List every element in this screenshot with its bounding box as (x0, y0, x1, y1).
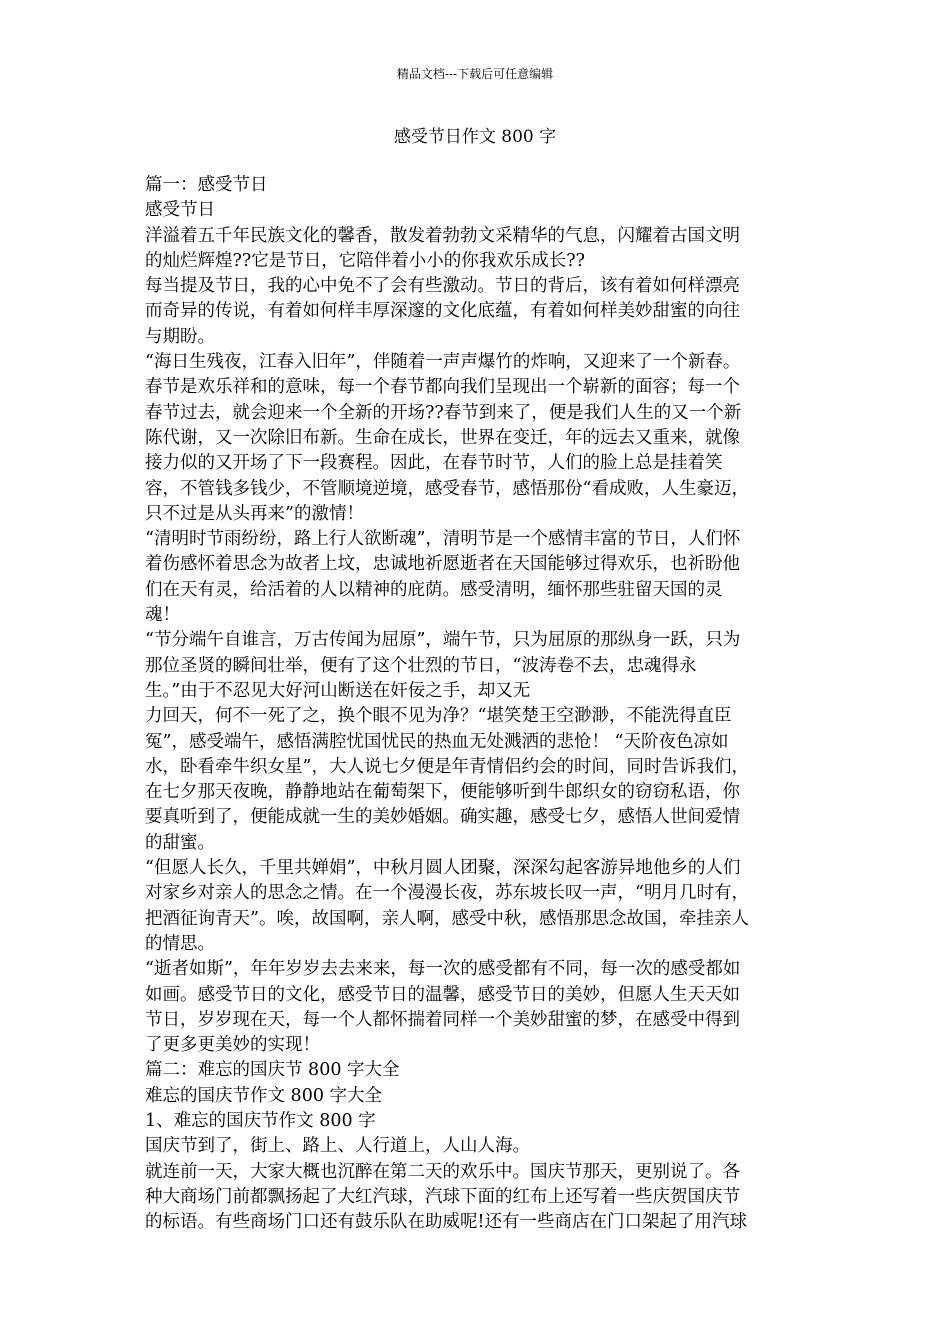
text-line: “但愿人长久，千里共婵娟”，中秋月圆人团聚，深深勾起客游异地他乡的人们 (145, 858, 741, 879)
document-body (145, 173, 805, 1235)
text-line: “逝者如斯”，年年岁岁去去来来，每一次的感受都有不同，每一次的感受都如 (145, 959, 741, 980)
text-line: 魂！ (145, 605, 180, 626)
text-line: “节分端午自谁言，万古传闻为屈原”，端午节，只为屈原的那纵身一跃，只为 (145, 630, 741, 651)
text-line: 接力似的又开场了下一段赛程。因此，在春节时节，人们的脸上总是挂着笑 (145, 453, 723, 474)
text-line: “海日生残夜，江春入旧年”，伴随着一声声爆竹的炸响，又迎来了一个新春。 (145, 352, 741, 373)
text-line: 陈代谢，又一次除旧布新。生命在成长，世界在变迁，年的远去又重来，就像 (145, 427, 740, 448)
text-line: 国庆节到了，街上、路上、人行道上，人山人海。 (145, 1136, 530, 1157)
text-line: 的情思。 (145, 933, 215, 954)
text-line: 就连前一天，大家大概也沉醉在第二天的欢乐中。国庆节那天，更别说了。各 (145, 1161, 740, 1182)
text-line: 生。”由于不忍见大好河山断送在奸佞之手，却又无 (145, 680, 531, 701)
text-line: 只不过是从头再来”的激情！ (145, 503, 364, 524)
text-line: 着伤感怀着思念为故者上坟，忠诚地祈愿逝者在天国能够过得欢乐，也祈盼他 (145, 554, 740, 575)
text-line: 水，卧看牵牛织女星”，大人说七夕便是年青情侣约会的时间，同时告诉我们， (145, 756, 749, 777)
text-line: 的标语。有些商场门口还有鼓乐队在助威呢!还有一些商店在门口架起了用汽球 (145, 1212, 748, 1233)
text-line: 把酒征询青天”。唉，故国啊，亲人啊，感受中秋，感悟那思念故国，牵挂亲人 (145, 908, 749, 929)
text-line: 要真听到了，便能成就一生的美妙婚姻。确实趣，感受七夕，感悟人世间爱情 (145, 807, 740, 828)
text-line: 的甜蜜。 (145, 832, 215, 853)
text-line: 那位圣贤的瞬间壮举，便有了这个壮烈的节日，“波涛卷不去，忠魂得永 (145, 655, 697, 676)
text-line: “清明时节雨纷纷，路上行人欲断魂”，清明节是一个感情丰富的节日，人们怀 (145, 529, 741, 550)
text-line: 冤”，感受端午，感悟满腔忧国忧民的热血无处溅洒的悲怆！ “天阶夜色凉如 (145, 731, 729, 752)
text-line: 了更多更美妙的实现！ (145, 1035, 320, 1056)
text-line: 而奇异的传说，有着如何样丰厚深邃的文化底蕴，有着如何样美妙甜蜜的向往 (145, 301, 740, 322)
text-line: 感受节日 (145, 200, 215, 221)
document-title: 感受节日作文 800 字 (393, 127, 557, 147)
text-line: 每当提及节日，我的心中免不了会有些激动。节日的背后，该有着如何样漂亮 (145, 276, 740, 297)
text-line: 1、难忘的国庆节作文 800 字 (145, 1110, 376, 1131)
text-line: 如画。感受节日的文化，感受节日的温馨，感受节日的美妙，但愿人生天天如 (145, 984, 740, 1005)
text-line: 种大商场门前都飘扬起了大红汽球，汽球下面的红布上还写着一些庆贺国庆节 (145, 1186, 740, 1207)
text-line: 节日，岁岁现在天，每一个人都怀揣着同样一个美妙甜蜜的梦，在感受中得到 (145, 1009, 740, 1030)
text-line: 春节是欢乐祥和的意味，每一个春节都向我们呈现出一个崭新的面容；每一个 (145, 377, 740, 398)
text-line: 的灿烂辉煌??它是节日，它陪伴着小小的你我欢乐成长?? (145, 250, 586, 271)
text-line: 对家乡对亲人的思念之情。在一个漫漫长夜，苏东坡长叹一声，“明月几时有， (145, 883, 749, 904)
text-line: 力回天，何不一死了之，换个眼不见为净？“堪笑楚王空渺渺，不能洗得直臣 (145, 706, 732, 727)
text-line: 篇二：难忘的国庆节 800 字大全 (145, 1060, 400, 1081)
text-line: 们在天有灵，给活着的人以精神的庇荫。感受清明，缅怀那些驻留天国的灵 (145, 579, 723, 600)
text-line: 洋溢着五千年民族文化的馨香，散发着勃勃文采精华的气息，闪耀着古国文明 (145, 225, 740, 246)
text-line: 容，不管钱多钱少，不管顺境逆境，感受春节，感悟那份“看成败，人生豪迈， (145, 478, 749, 499)
text-line: 难忘的国庆节作文 800 字大全 (145, 1085, 383, 1106)
text-line: 与期盼。 (145, 326, 215, 347)
text-line: 篇一：感受节日 (145, 175, 268, 195)
text-line: 春节过去，就会迎来一个全新的开场??春节到来了，便是我们人生的又一个新 (145, 402, 742, 423)
text-line: 在七夕那天夜晚，静静地站在葡萄架下，便能够听到牛郎织女的窃窃私语，你 (145, 782, 740, 803)
page-header: 精品文档---下载后可任意编辑 (396, 67, 554, 81)
